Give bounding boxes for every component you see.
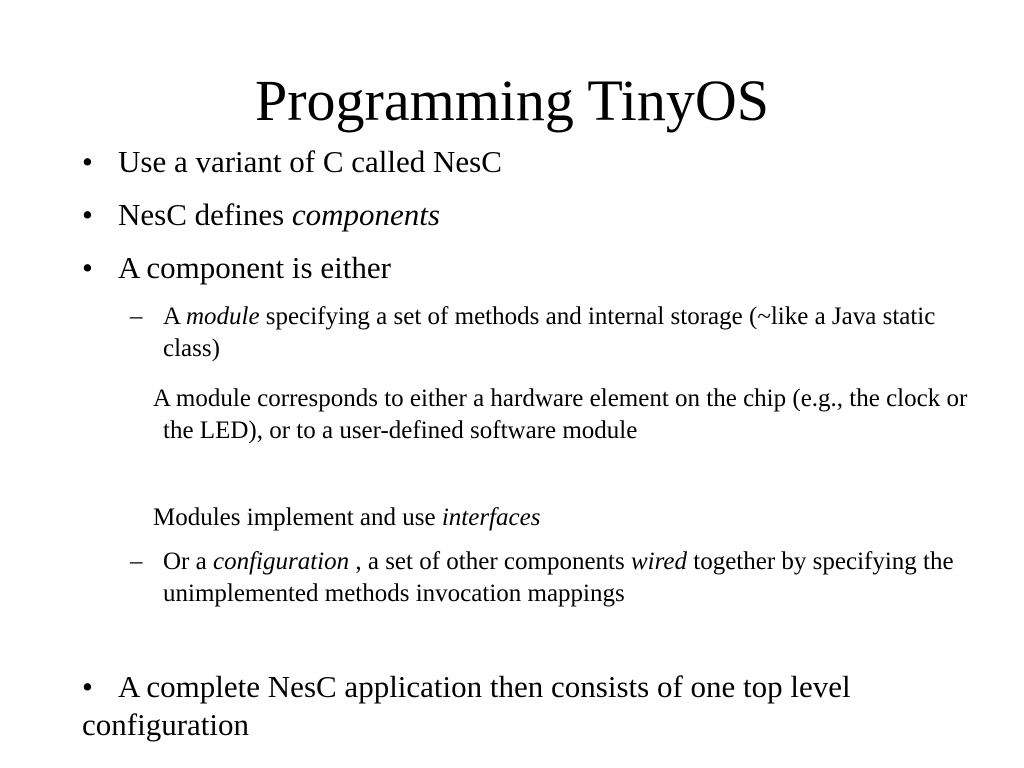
sub-bullet-text-plain: , a set of other components <box>349 548 631 575</box>
bullet-text: A complete NesC application then consists of one top level configuration <box>82 669 851 742</box>
bullet-text-emphasis: components <box>291 197 440 232</box>
sub-paragraph-plain: Modules implement and use <box>153 504 442 531</box>
sub-bullet-text-plain: specifying a set of methods and internal storage (~like a Java static class) <box>163 303 936 362</box>
bullet-text <box>82 196 992 234</box>
sub-bullet-text-plain: A <box>163 303 186 330</box>
sub-bullet-text-emphasis: module <box>185 303 260 330</box>
sub-bullet-text-plain: Or a <box>163 548 213 575</box>
bullet-glyph: • <box>82 669 93 704</box>
bullet-glyph: • <box>82 144 93 179</box>
bullet-text-plain: NesC defines <box>118 197 292 232</box>
sub-bullet-text-emphasis: wired <box>630 548 687 575</box>
bullet-item <box>82 249 992 287</box>
bullet-text: A component is either <box>118 250 391 285</box>
sub-bullet-text <box>130 301 970 365</box>
sub-paragraph-emphasis: interfaces <box>441 504 541 531</box>
bullet-item <box>82 196 992 234</box>
bullet-text: Use a variant of C called NesC <box>118 144 502 179</box>
dash-glyph: – <box>130 303 143 330</box>
bullet-glyph: • <box>82 250 93 285</box>
bullet-glyph: • <box>82 197 93 232</box>
sub-paragraph: A module corresponds to either a hardware element on the chip (e.g., the clock or the LED), or to a user-defined software module <box>153 385 968 444</box>
slide-title: Programming TinyOS <box>254 68 770 133</box>
dash-glyph: – <box>130 548 143 575</box>
sub-bullet-text-emphasis: configuration <box>212 548 350 575</box>
sub-bullet-item <box>130 301 970 365</box>
sub-bullet-item <box>130 546 970 610</box>
sub-bullet-text-plain: together by specifying the unimplemented methods invocation mappings <box>163 548 954 607</box>
sub-bullet-text <box>130 546 970 610</box>
bullet-item <box>82 668 992 744</box>
sub-paragraph <box>153 502 973 534</box>
bullet-item <box>82 143 992 181</box>
